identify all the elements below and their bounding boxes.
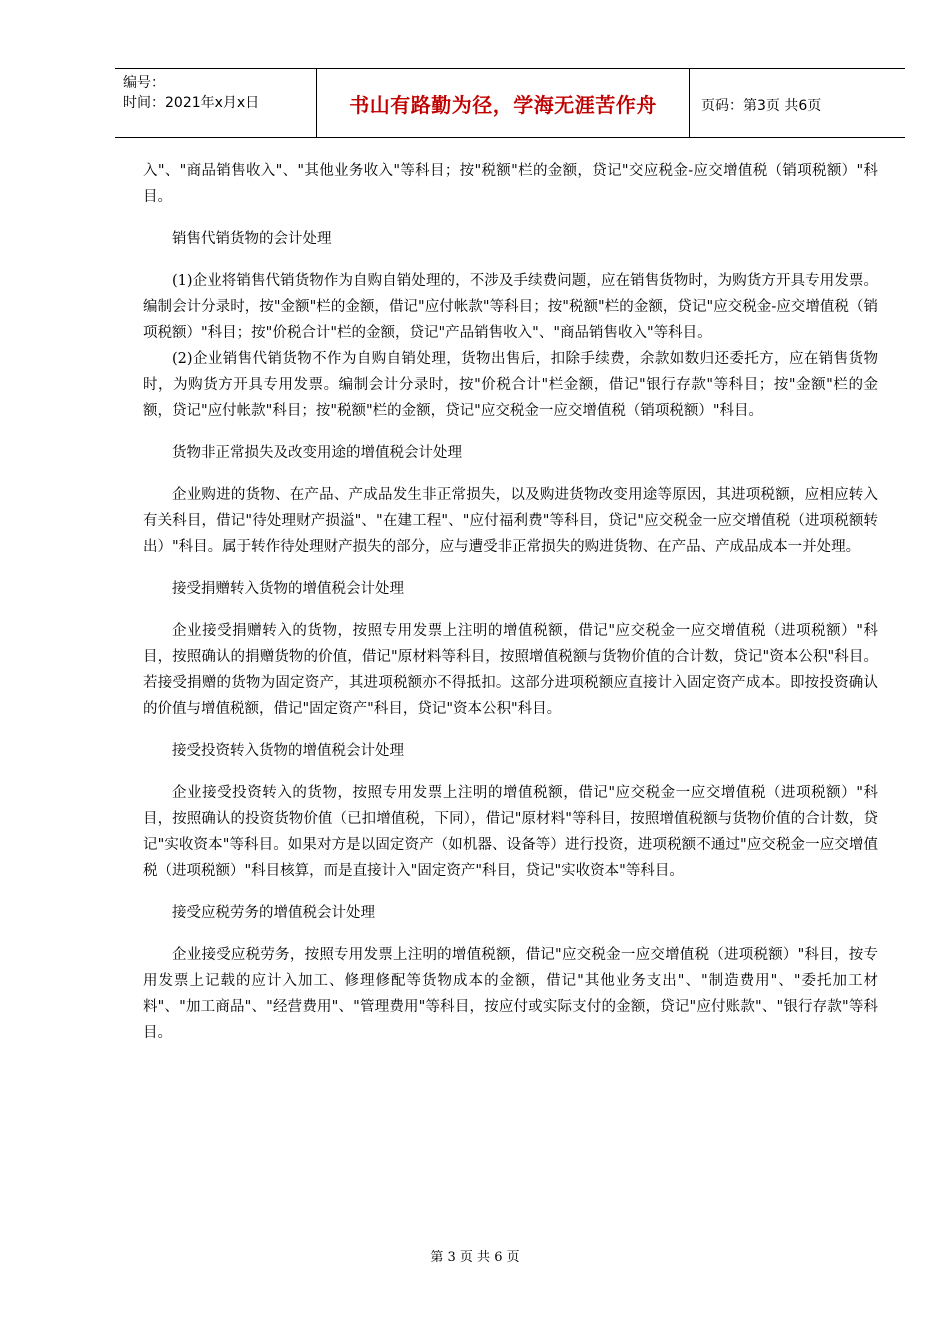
document-body: [143, 158, 878, 1046]
document-date: 时间：2021年x月x日: [123, 95, 260, 111]
page-header: [115, 68, 905, 138]
header-motto: 书山有路勤为径，学海无涯苦作舟: [349, 93, 657, 117]
paragraph: 企业购进的货物、在产品、产成品发生非正常损失，以及购进货物改变用途等原因，其进项税额，应相应转入有关科目，借记"待处理财产损溢"、"在建工程"、"应付福利费"等科目，贷记"应交税金一应交增值税（进项税额转出）"科目。属于转作待处理财产损失的部分，应与遭受非正常损失的购进货物、在产品、产成品成本一并处理。: [143, 487, 878, 555]
paragraph: 企业接受投资转入的货物，按照专用发票上注明的增值税额，借记"应交税金一应交增值税（进项税额）"科目，按照确认的投资货物价值（已扣增值税，下同），借记"原材料"等科目，按照增值税额与货物价值的合计数，贷记"实收资本"等科目。如果对方是以固定资产（如机器、设备等）进行投资，进项税额不通过"应交税金一应交增值税（进项税额）"科目核算，而是直接计入"固定资产"科目，贷记"实收资本"等科目。: [143, 785, 878, 879]
header-divider: [689, 69, 690, 137]
footer-page-number: 第 3 页 共 6 页: [430, 1250, 520, 1265]
paragraph: (2)企业销售代销货物不作为自购自销处理，货物出售后，扣除手续费，余款如数归还委托方，应在销售货物时，为购货方开具专用发票。编制会计分录时，按"价税合计"栏金额，借记"银行存款"等科目；按"金额"栏的金额，贷记"应付帐款"科目；按"税额"栏的金额，贷记"应交税金一应交增值税（销项税额）"科目。: [143, 351, 878, 419]
section-heading: 接受应税劳务的增值税会计处理: [172, 905, 375, 921]
header-page-number: 页码：第3页 共6页: [701, 98, 822, 114]
section-heading: 接受捐赠转入货物的增值税会计处理: [172, 581, 404, 597]
document-number: 编号：: [123, 75, 165, 91]
header-meta: [123, 73, 259, 113]
paragraph: 企业接受捐赠转入的货物，按照专用发票上注明的增值税额，借记"应交税金一应交增值税（进项税额）"科目，按照确认的捐赠货物的价值，借记"原材料等科目，按照增值税额与货物价值的合计数，贷记"资本公积"科目。若接受捐赠的货物为固定资产，其进项税额亦不得抵扣。这部分进项税额应直接计入固定资产成本。即按投资确认的价值与增值税额，借记"固定资产"科目，贷记"资本公积"科目。: [143, 623, 878, 717]
paragraph: 入"、"商品销售收入"、"其他业务收入"等科目；按"税额"栏的金额，贷记"交应税金-应交增值税（销项税额）"科目。: [143, 163, 878, 205]
page-footer: [0, 1246, 950, 1265]
section-heading: 销售代销货物的会计处理: [172, 231, 332, 247]
paragraph: (1)企业将销售代销货物作为自购自销处理的，不涉及手续费问题，应在销售货物时，为购货方开具专用发票。编制会计分录时，按"金额"栏的金额，借记"应付帐款"等科目；按"税额"栏的金额，贷记"应交税金-应交增值税（销项税额）"科目；按"价税合计"栏的金额，贷记"产品销售收入"、"商品销售收入"等科目。: [143, 273, 878, 341]
paragraph: 企业接受应税劳务，按照专用发票上注明的增值税额，借记"应交税金一应交增值税（进项税额）"科目，按专用发票上记载的应计入加工、修理修配等货物成本的金额，借记"其他业务支出"、"制造费用"、"委托加工材料"、"加工商品"、"经营费用"、"管理费用"等科目，按应付或实际支付的金额，贷记"应付账款"、"银行存款"等科目。: [143, 947, 878, 1041]
section-heading: 接受投资转入货物的增值税会计处理: [172, 743, 404, 759]
section-heading: 货物非正常损失及改变用途的增值税会计处理: [172, 445, 462, 461]
